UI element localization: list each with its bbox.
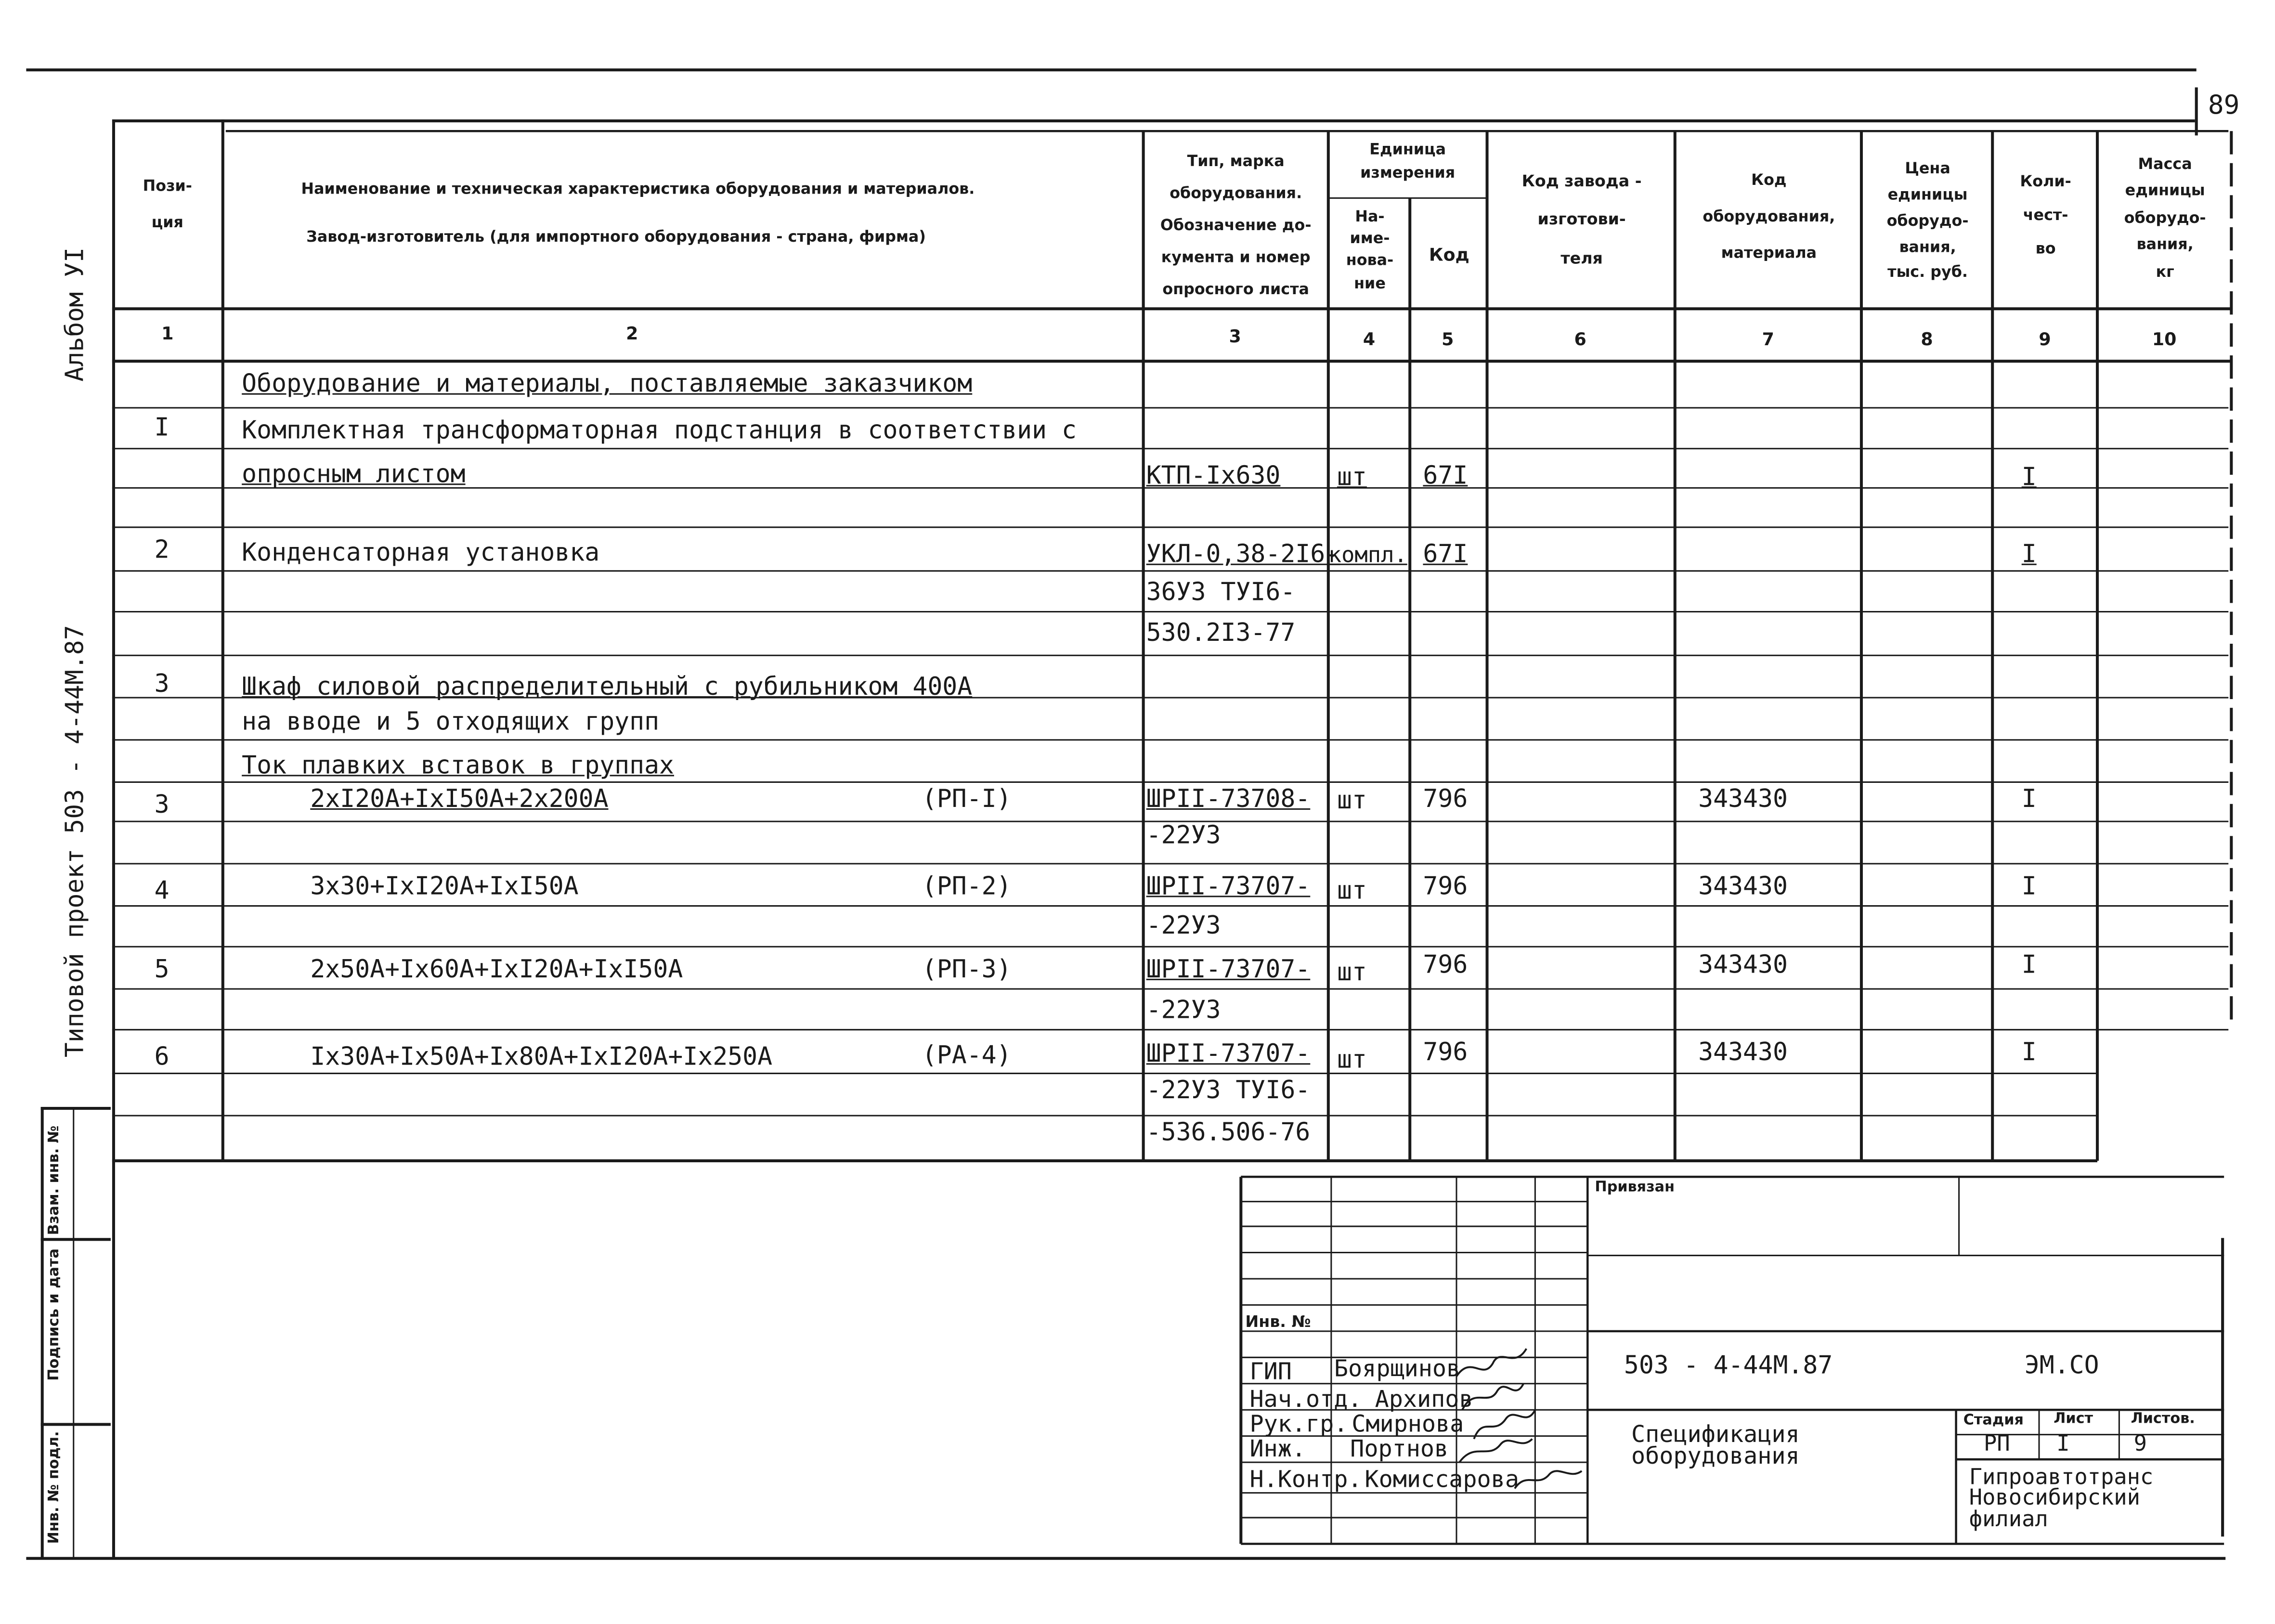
row-position: I <box>154 414 169 443</box>
row-position: 4 <box>154 877 169 906</box>
col-number: 4 <box>1363 329 1376 350</box>
staff-role: Инж. <box>1249 1434 1306 1463</box>
col-number: 6 <box>1574 329 1586 350</box>
staff-role: Нач.отд. <box>1249 1385 1362 1413</box>
row-name: Iх30А+Iх50А+Iх80А+IхI20А+Iх250А <box>310 1042 773 1072</box>
staff-name: Комиссарова <box>1365 1465 1519 1493</box>
margin-podpis: Подпись и дата <box>46 1248 63 1381</box>
row-panel: (РП-I) <box>922 785 1012 814</box>
row-unit: шт <box>1337 1045 1367 1075</box>
header-unit-name: На- име- нова- ние <box>1346 208 1394 292</box>
col-number: 7 <box>1762 329 1774 350</box>
row-unit-code: 67I <box>1423 540 1468 570</box>
row-type: ШРII-73708- <box>1146 785 1311 814</box>
row-unit: шт <box>1337 786 1367 816</box>
row-name: 2хI20А+IхI50А+2х200А <box>310 785 609 814</box>
margin-vzam: Взам. инв. № <box>46 1125 63 1235</box>
row-unit: шт <box>1337 463 1367 493</box>
list-value: I <box>2056 1430 2070 1456</box>
col-number: 10 <box>2152 329 2177 350</box>
header-name-line2: Завод-изготовитель (для импортного оборудования - страна, фирма) <box>306 228 926 247</box>
row-equipment-code: 343430 <box>1698 785 1788 814</box>
row-unit-code: 796 <box>1423 785 1468 814</box>
margin-album: Альбом УI <box>61 247 91 382</box>
row-quantity: I <box>2021 463 2037 493</box>
col-number: 8 <box>1921 329 1933 350</box>
row-position: 5 <box>154 955 169 985</box>
organization: Гипроавтотранс Новосибирский филиал <box>1969 1464 2154 1532</box>
row-equipment-code: 343430 <box>1698 1038 1788 1068</box>
listov-value: 9 <box>2133 1430 2147 1456</box>
row-quantity: I <box>2021 1038 2037 1068</box>
row-unit-code: 67I <box>1423 461 1468 491</box>
row-type: -536.506-76 <box>1146 1118 1311 1148</box>
staff-name: Смирнова <box>1352 1410 1464 1438</box>
col-number: 5 <box>1442 329 1454 350</box>
col-number: 1 <box>161 323 174 344</box>
header-unit: Единица измерения <box>1360 141 1456 182</box>
row-name: 2х50А+Iх60А+IхI20А+IхI50А <box>310 955 683 985</box>
row-name: опросным листом <box>242 460 466 490</box>
signature-mark <box>1515 1471 1582 1488</box>
row-type: -22У3 ТУI6- <box>1146 1076 1311 1105</box>
row-equipment-code: 343430 <box>1698 951 1788 980</box>
header-name-line1: Наименование и техническая характеристика оборудования и материалов. <box>301 181 975 198</box>
signature-mark <box>1474 1410 1535 1439</box>
row-quantity: I <box>2021 872 2037 902</box>
row-unit-code: 796 <box>1423 872 1468 902</box>
listov-label: Листов. <box>2131 1411 2195 1428</box>
document-title: Спецификация оборудования <box>1631 1420 1800 1470</box>
signature-mark <box>1462 1384 1523 1410</box>
row-name: на вводе и 5 отходящих групп <box>242 708 660 737</box>
row-panel: (РА-4) <box>922 1041 1012 1071</box>
staff-role: Н.Контр. <box>1249 1465 1362 1493</box>
document-code: 503 - 4-44М.87 <box>1624 1351 1833 1381</box>
staff-name: Архипов <box>1375 1385 1473 1413</box>
row-type: ШРII-73707- <box>1146 955 1311 985</box>
row-name: 3х30+IхI20А+IхI50А <box>310 872 579 902</box>
header-unit-code: Код <box>1429 245 1469 265</box>
header-mass: Масса единицы оборудо- вания, кг <box>2124 156 2206 281</box>
row-type: ШРII-73707- <box>1146 1039 1311 1069</box>
row-type: ШРII-73707- <box>1146 872 1311 902</box>
row-position: 3 <box>154 670 169 699</box>
header-type: Тип, марка оборудования. Обозначение до- кумента и номер опросного листа <box>1160 153 1312 299</box>
margin-podl: Инв. № подл. <box>46 1431 63 1544</box>
row-type: 530.2I3-77 <box>1146 619 1296 649</box>
sheet-code: ЭМ.СО <box>2024 1351 2099 1381</box>
row-type: 36У3 ТУI6- <box>1146 578 1296 608</box>
signature-mark <box>1456 1349 1526 1376</box>
section-heading: Оборудование и материалы, поставляемые заказчиком <box>242 370 973 399</box>
staff-name: Боярщинов <box>1334 1354 1461 1382</box>
header-equipment-code: Код оборудования, материала <box>1703 171 1835 263</box>
staff-role: ГИП <box>1249 1357 1292 1385</box>
row-name: Шкаф силовой распределительный с рубильником 400А <box>242 673 973 702</box>
privyazan-label: Привязан <box>1595 1180 1675 1196</box>
row-type: -22У3 <box>1146 821 1221 851</box>
row-type: УКЛ-0,38-2I6- <box>1146 540 1340 570</box>
row-position: 3 <box>154 791 169 820</box>
row-equipment-code: 343430 <box>1698 872 1788 902</box>
page-number: 89 <box>2208 90 2240 121</box>
row-name: Комплектная трансформаторная подстанция в соответствии с <box>242 416 1077 446</box>
header-price: Цена единицы оборудо- вания, тыс. руб. <box>1886 160 1969 282</box>
stage-value: РП <box>1984 1430 2010 1456</box>
row-quantity: I <box>2021 785 2037 814</box>
staff-name: Портнов <box>1350 1434 1449 1463</box>
col-number: 2 <box>626 323 638 344</box>
row-quantity: I <box>2021 540 2037 570</box>
row-panel: (РП-3) <box>922 955 1012 985</box>
margin-project: Типовой проект 503 - 4-44М.87 <box>61 625 91 1058</box>
staff-role: Рук.гр. <box>1249 1410 1348 1438</box>
row-unit: шт <box>1337 958 1367 987</box>
row-quantity: I <box>2021 951 2037 980</box>
col-number: 9 <box>2039 329 2051 350</box>
stage-label: Стадия <box>1963 1413 2024 1429</box>
row-panel: (РП-2) <box>922 872 1012 902</box>
row-type: -22У3 <box>1146 911 1221 941</box>
row-name: Ток плавких вставок в группах <box>242 751 675 781</box>
header-position: Пози- ция <box>143 178 193 232</box>
row-unit: шт <box>1337 877 1367 906</box>
list-label: Лист <box>2054 1411 2093 1428</box>
row-position: 6 <box>154 1042 169 1072</box>
row-type: КТП-Iх630 <box>1146 461 1281 491</box>
row-unit: компл. <box>1328 542 1407 568</box>
row-name: Конденсаторная установка <box>242 539 600 568</box>
header-factory-code: Код завода - изготови- теля <box>1521 171 1642 268</box>
col-number: 3 <box>1229 326 1241 347</box>
row-unit-code: 796 <box>1423 951 1468 980</box>
header-quantity: Коли- чест- во <box>2020 173 2071 258</box>
row-unit-code: 796 <box>1423 1038 1468 1068</box>
inv-no-label: Инв. № <box>1245 1312 1311 1331</box>
row-position: 2 <box>154 536 169 565</box>
row-type: -22У3 <box>1146 996 1221 1026</box>
signature-mark <box>1459 1439 1532 1462</box>
